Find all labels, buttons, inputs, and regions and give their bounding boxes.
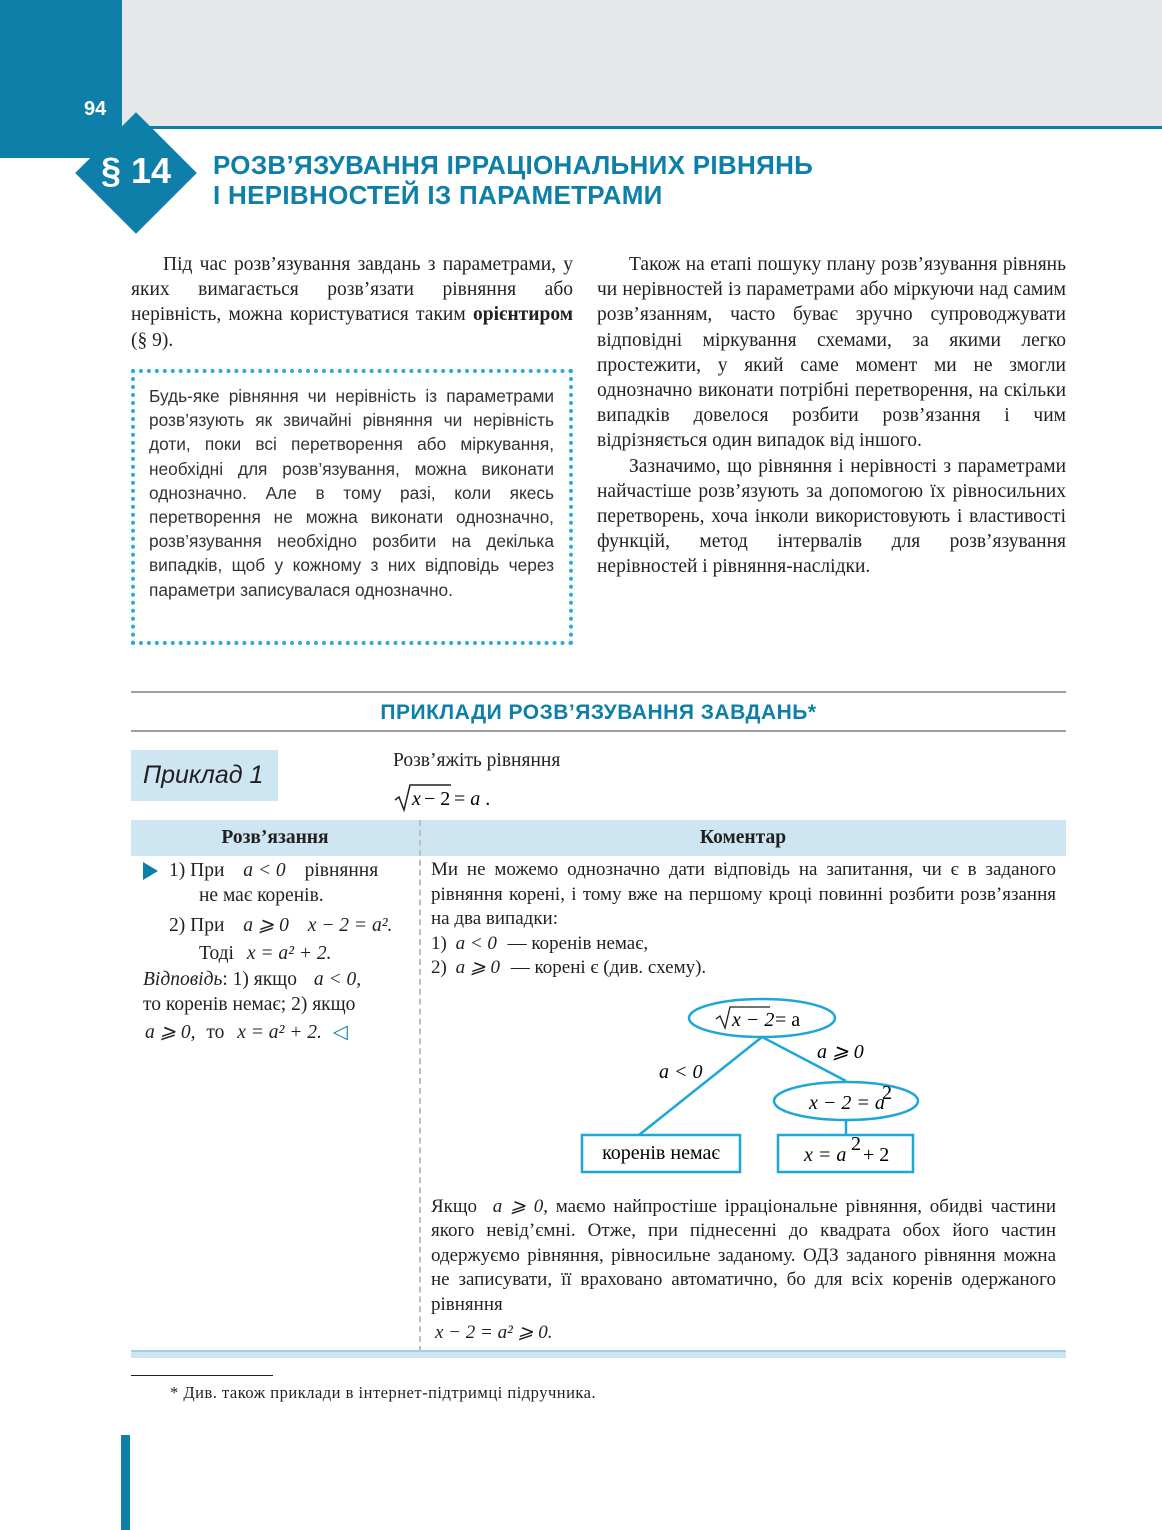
scheme-leaf-left-text: коренів немає	[602, 1142, 720, 1164]
comment-paragraph-1: Ми не можемо однозначно дати відповідь на запитання, чи є в заданого рівняння корені, і тому вже на першому кроці повинні розбити розв’язання на два випадки:	[431, 859, 1056, 930]
page-corner-block	[0, 0, 122, 158]
solution-line-3	[169, 913, 392, 939]
play-triangle-icon	[143, 862, 158, 880]
answer-case2-condition: a ⩾ 0,	[145, 1022, 196, 1043]
task-text: Розв’яжіть рівняння	[393, 750, 561, 771]
scheme-leaf-right-text: x = a	[804, 1144, 847, 1166]
solution-line-1	[169, 858, 378, 884]
header-rule	[122, 126, 1162, 129]
comment-case-1-number: 1)	[431, 932, 447, 954]
radicand: x	[412, 788, 421, 810]
solution-table-bottom-band	[131, 1350, 1066, 1358]
comment-p2-final-inequality: x − 2 = a² ⩾ 0.	[435, 1322, 553, 1344]
answer-label: Відповідь	[143, 969, 223, 990]
scheme-branch-left-label: a < 0	[659, 1061, 703, 1083]
comment-case-2-number: 2)	[431, 957, 447, 979]
intro-text: Під час розв’язування завдань з параметрами, у яких вимагається розв’язати рівняння або нерівність, можна користуватися таким	[131, 254, 573, 326]
comment-case-1-text: — коренів немає,	[507, 932, 649, 954]
solution-line-5	[143, 967, 361, 993]
radical-sign	[393, 783, 503, 813]
comment-case-2	[431, 956, 1056, 981]
solution-case1-suffix: рівняння	[304, 860, 379, 881]
task-equation	[393, 783, 503, 813]
answer-case1-condition: a < 0,	[313, 969, 362, 990]
solution-line-6: то коренів немає; 2) якщо	[143, 994, 356, 1015]
solution-scheme-diagram	[570, 995, 930, 1180]
comment-case-1-condition: a < 0	[455, 932, 497, 954]
comment-case-2-condition: a ⩾ 0	[455, 957, 500, 979]
solution-case2-prefix: 2) При	[169, 915, 225, 936]
solution-root-formula: x = a² + 2.	[246, 943, 332, 964]
scheme-leaf-right-exponent: 2	[851, 1133, 861, 1155]
column-header-solution: Розв’язання	[221, 827, 329, 848]
solution-case2-equation: x − 2 = a².	[307, 915, 393, 936]
section-number: § 14	[100, 150, 172, 191]
comment-column	[431, 858, 1056, 981]
end-of-solution-icon: ◁	[332, 1022, 348, 1043]
column-divider	[419, 820, 421, 1352]
solution-case2-condition: a ⩾ 0	[243, 915, 289, 936]
column-header-comment: Коментар	[699, 827, 787, 848]
footnote-rule	[131, 1375, 273, 1376]
answer-then-text: то	[206, 1022, 225, 1043]
comment-case-1	[431, 932, 1056, 957]
examples-rule-bottom	[131, 730, 1066, 732]
intro-right-paragraph-2: Зазначимо, що рівняння і нерівності з параметрами найчастіше розв’язують за допомогою їх рівносильних перетворень, хоча інколи використовують і властивості функцій, метод інтервалів для розв’язування нерівностей і рівняння-наслідки.	[597, 455, 1066, 578]
comment-p2-text: , маємо найпростіше ірраціональне рівняння, обидві частини якого невід’ємні. Отже, при піднесенні до квадрата обох його частин одержуємо рівняння, рівносильне заданому. ОДЗ заданого рівняння можна не записувати, її враховано автоматично, бо для всіх коренів одержаного рівняння	[431, 1196, 1057, 1315]
guideline-box: Будь-яке рівняння чи нерівність із параметрами розв’язують як звичайні рівняння чи нерівність доти, поки всі перетворення або міркування, необхідні для розв’язування, можна виконати однозначно. Але в тому разі, коли якесь перетворення не можна виконати однозначно, розв’язування необхідно розбити на декілька випадків, щоб у кожному з них відповідь через параметри записувалася однозначно.	[131, 369, 573, 645]
solution-line-7	[145, 1020, 348, 1046]
radicand-rest: − 2	[424, 788, 451, 810]
equation-rhs: = a .	[454, 788, 491, 810]
intro-bold-term: орієнтиром	[473, 304, 573, 326]
comment-p2-condition: a ⩾ 0	[492, 1196, 544, 1217]
intro-right-paragraph-1: Також на етапі пошуку плану розв’язування рівнянь чи нерівностей із параметрами або міркуючи над самим розв’язанням, часто буває зручно супроводжувати відповідні міркування схемами, за якими легко простежити, у який саме момент ми не змогли однозначно виконати потрібні перетворення, на скільки випадків довелося розбити розв’язання і чим відрізняється один випадок від іншого.	[597, 254, 1066, 452]
header-band	[122, 0, 1162, 126]
scheme-middle-node-exponent: 2	[882, 1082, 892, 1104]
scheme-root-radicand: x − 2	[732, 1009, 775, 1031]
section-title-line-2: І НЕРІВНОСТЕЙ ІЗ ПАРАМЕТРАМИ	[213, 180, 663, 210]
comment-case-2-text: — корені є (див. схему).	[510, 957, 707, 979]
solution-case1-condition: a < 0	[243, 860, 286, 881]
examples-heading: ПРИКЛАДИ РОЗВ’ЯЗУВАННЯ ЗАВДАНЬ*	[380, 701, 817, 724]
scheme-middle-node-text: x − 2 = a	[809, 1092, 885, 1114]
scheme-edge-left	[639, 1037, 762, 1135]
page-bottom-accent-bar	[121, 1435, 130, 1530]
comment-p2-prefix: Якщо	[431, 1196, 478, 1217]
page-number: 94	[84, 98, 107, 120]
examples-rule-top	[131, 691, 1066, 693]
solution-line-4	[199, 941, 332, 967]
answer-case1-text: : 1) якщо	[222, 969, 297, 990]
solution-line-2: не має коренів.	[199, 885, 324, 906]
example-label: Приклад 1	[131, 750, 278, 801]
solution-case1-prefix: 1) При	[169, 860, 225, 881]
intro-text-end: (§ 9).	[131, 329, 174, 351]
scheme-leaf-right-tail: + 2	[863, 1144, 890, 1166]
footnote: * Див. також приклади в інтернет-підтримці підручника.	[170, 1383, 597, 1402]
scheme-root-rhs: = a	[775, 1009, 801, 1031]
comment-paragraph-2	[431, 1195, 1056, 1345]
intro-right-column	[597, 252, 1066, 580]
intro-left-paragraph	[131, 252, 573, 353]
scheme-branch-right-label: a ⩾ 0	[817, 1041, 864, 1063]
section-title	[213, 150, 1093, 210]
solution-then-label: Тоді	[199, 943, 234, 964]
section-title-line-1: РОЗВ’ЯЗУВАННЯ ІРРАЦІОНАЛЬНИХ РІВНЯНЬ	[213, 150, 814, 180]
answer-root-formula: x = a² + 2.	[237, 1022, 322, 1043]
